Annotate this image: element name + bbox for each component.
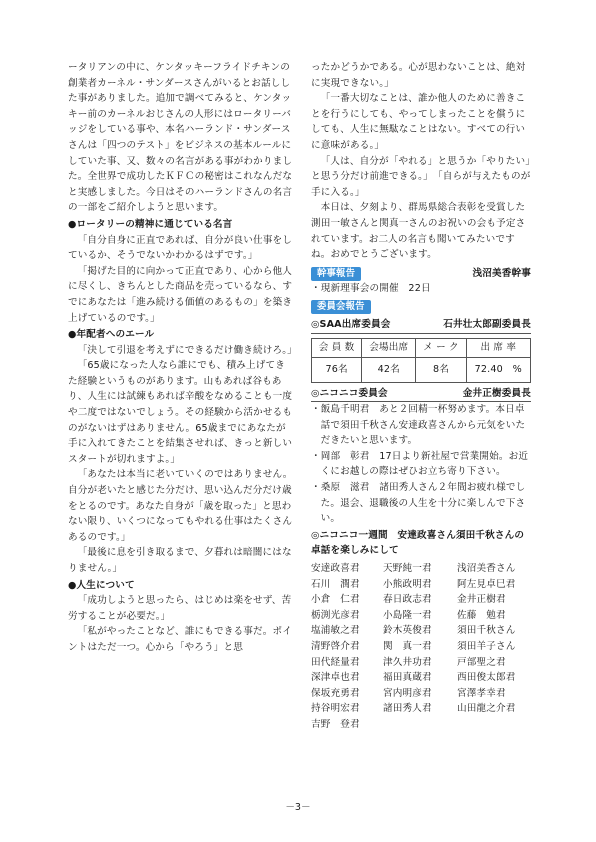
member-name: 佐藤 勉君 <box>457 609 506 621</box>
section-heading: ●人生について <box>68 579 135 591</box>
paragraph: ータリアンの中に、ケンタッキーフライドチキンの創業者カーネル・サンダースさんがいるとお話しした事がありました。追加で調べてみると、ケンタッキー前のカーネルおじさんの人形にはロータリーバッジをしている事や、本名ハーランド・サンダースさんは「四つのテスト」をビジネスの基本ルールにしていた事、又、数々の名言がある事がわかりました。全世界で成功したＫＦＣの秘密はこれなんだなと実感しました。今日はそのハーランドさんの名言の一部をご紹介しようと思います。 <box>68 62 293 214</box>
paragraph: ったかどうかである。心が思わないことは、絶対に実現できない。」 <box>311 62 526 89</box>
member-name: 清野啓介君 <box>311 641 360 652</box>
left-column <box>68 60 297 656</box>
member-name: 田代経量君 <box>311 656 360 668</box>
niko-chair: 金井正樹委員長 <box>462 387 531 399</box>
kanji-report-header <box>311 266 531 282</box>
saa-header <box>311 317 531 334</box>
week-title: ◎ニコニコ一週間 安達政喜さん須田千秋さんの卓話を楽しみにして <box>311 529 525 557</box>
section-heading: ●ロータリーの精神に通じている名言 <box>68 218 233 230</box>
member-name: 金井正樹君 <box>457 594 506 606</box>
committee-report-label: 委員会報告 <box>311 300 371 314</box>
member-name: 塩浦敏之君 <box>311 625 360 637</box>
quote: 「成功しようと思ったら、はじめは楽をせず、苦労することが必要だ。」 <box>68 595 292 622</box>
kanji-report-label: 幹事報告 <box>311 267 361 281</box>
member-name: 小熊政明君 <box>383 578 432 590</box>
member-name: 宮澤孝幸君 <box>457 687 506 699</box>
member-name: 天野純一君 <box>383 563 432 575</box>
table-header-row <box>312 338 531 357</box>
saa-chair: 石井壮太郎副委員長 <box>443 318 531 330</box>
quote: 「掲げた目的に向かって正直であり、心から他人に尽くし、きちんとした商品を売っているなら、すでにあなたは「進み続ける価値のあるもの」を築き上げているのです。」 <box>68 265 293 324</box>
member-name: 小倉 仁君 <box>311 594 360 606</box>
member-name: 諸田秀人君 <box>383 703 432 715</box>
quote: 「決して引退を考えずにできるだけ働き続けろ。」 <box>77 344 297 356</box>
member-name: 鈴木英俊君 <box>383 625 432 637</box>
table-cell: 72.40 % <box>466 357 530 382</box>
attendance-table <box>311 338 531 383</box>
niko-title: ◎ニコニコ委員会 <box>311 387 388 399</box>
table-cell: 8名 <box>416 357 466 382</box>
committee-report-header <box>311 300 531 314</box>
member-name: 福田真蔵君 <box>383 672 432 684</box>
header-cell: メ ー ク <box>416 338 466 357</box>
member-name: 保坂充勇君 <box>311 687 360 699</box>
member-name: 西田俊太郎君 <box>457 672 516 684</box>
niko-header <box>311 386 531 403</box>
table-cell: 42名 <box>362 357 416 382</box>
saa-title: ◎SAA出席委員会 <box>311 318 391 330</box>
quote: 「あなたは本当に老いていくのではありません。自分が老いたと感じた分だけ、思い込んだ分だけ歳をとるのです。あなた自身が「歳を取った」と思わない限り、いくつになってもやれる仕事はたくさんあるのです。」 <box>68 469 293 543</box>
member-name: 春日政志君 <box>383 594 432 606</box>
right-column <box>311 60 531 733</box>
member-name: 津久井功君 <box>383 656 432 668</box>
niko-item: ・飯島千明君 あと２回精一杯努めます。本日卓話で須田千秋さん安達政喜さんから元気をいただきたいと思います。 <box>311 404 526 447</box>
member-name: 戸部聖之君 <box>457 656 506 668</box>
quote: 「一番大切なことは、誰か他人のために善きことを行うにしても、やってしまったことを償うにしても、人生に無駄なことはない。すべての行いに意味がある。」 <box>311 93 526 151</box>
member-name: 関 真一君 <box>383 641 432 652</box>
kanji-item: ・現新理事会の開催 22日 <box>311 283 431 295</box>
member-name: 安達政喜君 <box>311 563 360 575</box>
quote: 「私がやったことなど、誰にもできる事だ。ポイントはただ一つ。心から「やろう」と思 <box>68 626 292 653</box>
niko-item: ・岡部 彰君 17日より新社屋で営業開始。お近くにお越しの際はぜひお立ち寄り下さい。 <box>311 450 529 478</box>
member-name: 宮内明彦君 <box>383 687 432 699</box>
member-name: 須田羊子さん <box>457 641 516 652</box>
paragraph: 本日は、夕刻より、群馬県総合表彰を受賞した測田一敏さんと関真一さんのお祝いの会も予定されています。お二人の名言も聞いてみたいですね。おめでとうございます。 <box>311 202 526 261</box>
page-number: －3－ <box>285 802 311 813</box>
member-name: 浅沼美香さん <box>457 563 516 575</box>
quote: 「65歳になった人なら誰にでも、積み上げてきた経験というものがあります。山もあれば谷もあり、人生には試練もあれば辛酸をなめることも一度や二度ではないでしょう。その経験から活かせるものがないはずはありません。65歳までにあなたが手に入れてきたことを結集させれば、きっと新しいスタートが切れますよ。」 <box>68 360 293 465</box>
member-name: 小島隆一君 <box>383 609 432 621</box>
member-name: 阿左見卓巳君 <box>457 578 516 590</box>
names-grid <box>311 561 531 733</box>
table-cell: 76名 <box>312 357 362 382</box>
member-name: 山田龍之介君 <box>457 703 516 715</box>
member-name: 栃渕光彦君 <box>311 609 360 621</box>
member-name: 持谷明宏君 <box>311 703 360 715</box>
member-name: 深津卓也君 <box>311 672 360 684</box>
quote: 「自分自身に正直であれば、自分が良い仕事をしているか、そうでないかわかるはずです。」 <box>68 234 292 262</box>
header-cell: 会場出席 <box>362 338 416 357</box>
niko-item: ・桑原 滋君 諸田秀人さん２年間お疲れ様でした。退会、退職後の人生を十分に楽しんで下さい。 <box>311 482 526 525</box>
kanji-name: 浅沼美香幹事 <box>472 267 531 279</box>
quote: 「人は、自分が「やれる」と思うか「やりたい」と思う分だけ前進できる。」 「自らが与えたものが手に入る。」 <box>311 155 531 198</box>
table-row <box>312 357 531 382</box>
header-cell: 出 席 率 <box>466 338 530 357</box>
section-heading: ●年配者へのエール <box>68 329 155 341</box>
header-cell: 会 員 数 <box>312 338 362 357</box>
member-name: 須田千秋さん <box>457 625 516 637</box>
member-name: 石川 潤君 <box>311 578 360 590</box>
quote: 「最後に息を引き取るまで、夕暮れは暗闇にはなりません。」 <box>68 547 292 574</box>
member-name: 吉野 登君 <box>311 718 360 730</box>
